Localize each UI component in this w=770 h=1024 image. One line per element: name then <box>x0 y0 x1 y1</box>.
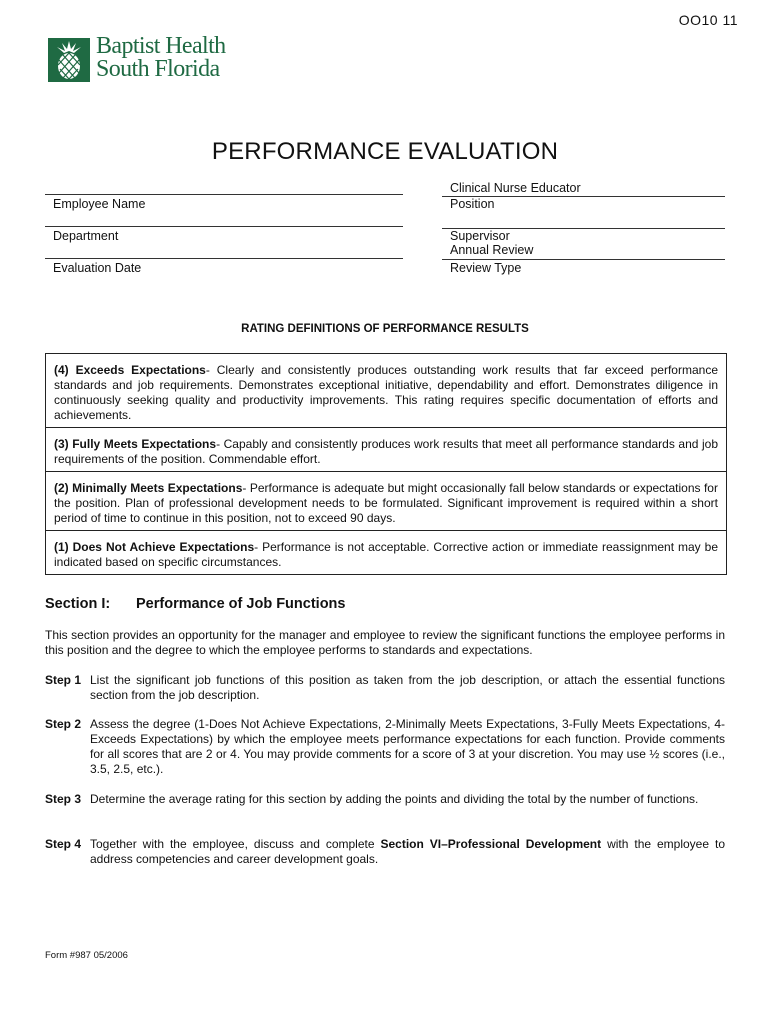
department-label: Department <box>53 229 119 243</box>
step-text-bold: Section VI–Professional Development <box>380 837 602 851</box>
department-line[interactable] <box>45 226 403 227</box>
logo-text <box>96 35 226 81</box>
rating-label-3: (3) Fully Meets Expectations <box>54 437 217 451</box>
rating-text-1: - Performance is not acceptable. Corrective action or immediate reassignment may be indicated based on specific circumstances. <box>54 540 719 569</box>
step-4 <box>45 837 725 867</box>
review-type-line <box>442 259 725 260</box>
rating-label-4: (4) Exceeds Expectations <box>54 363 206 377</box>
section-number: Section I: <box>45 596 111 612</box>
step-label: Step 2 <box>45 717 82 731</box>
review-type-label: Review Type <box>450 261 522 275</box>
step-text <box>90 837 725 867</box>
step-1 <box>45 673 725 703</box>
supervisor-value[interactable]: Supervisor <box>450 229 510 243</box>
step-label: Step 4 <box>45 837 82 851</box>
rating-label-2: (2) Minimally Meets Expectations <box>54 481 243 495</box>
rating-heading: RATING DEFINITIONS OF PERFORMANCE RESULTS <box>241 323 529 335</box>
logo <box>48 33 268 84</box>
step-text: Determine the average rating for this section by adding the points and dividing the total by the number of functions. <box>90 792 699 806</box>
step-label: Step 3 <box>45 792 82 806</box>
page-title: PERFORMANCE EVALUATION <box>211 138 559 165</box>
rating-definition-4 <box>46 354 726 427</box>
section-heading <box>45 596 346 612</box>
logo-line2: South Florida <box>96 56 220 82</box>
evaluation-date-line[interactable] <box>45 258 403 259</box>
rating-label-1: (1) Does Not Achieve Expectations <box>54 540 255 554</box>
step-text-part: Together with the employee, discuss and complete <box>90 837 381 851</box>
rating-text-4: - Clearly and consistently produces outstanding work results that far exceed performance standards and job requirements. Demonstrates exceptional initiative, dependability and effort. Demonstrates diligence in continuously seeking quality and productivity improvements. This rating requires specific documentation of efforts and achievements. <box>54 363 718 422</box>
section-title: Performance of Job Functions <box>136 596 346 612</box>
step-text: List the significant job functions of this position as taken from the job description, or attach the essential functions section from the job description. <box>90 673 725 702</box>
rating-definition-3 <box>46 427 726 471</box>
form-footer: Form #987 05/2006 <box>45 950 128 961</box>
employee-name-label: Employee Name <box>53 197 146 211</box>
rating-text-3: - Capably and consistently produces work results that meet all performance standards and job requirements of the position. Commendable effort. <box>54 437 718 466</box>
step-3 <box>45 792 725 807</box>
logo-line1: Baptist Health <box>96 33 226 59</box>
position-value[interactable]: Clinical Nurse Educator <box>450 181 581 195</box>
form-code: OO10 11 <box>678 12 738 28</box>
pineapple-icon <box>48 38 90 82</box>
employee-name-line[interactable] <box>45 194 403 195</box>
rating-definition-1 <box>46 530 726 574</box>
rating-definitions-box <box>45 353 727 575</box>
step-text: Assess the degree (1-Does Not Achieve Expectations, 2-Minimally Meets Expectations, 3-Fully Meets Expectations, 4-Exceeds Expectations) by which the employee meets performance expectations for each function. Provide comments for all scores that are 2 or 4. You may provide comments for a score of 3 at your discretion. You may use ½ scores (i.e., 3.5, 2.5, etc.). <box>90 717 725 776</box>
position-label: Position <box>450 197 495 211</box>
step-label: Step 1 <box>45 673 82 687</box>
review-type-value[interactable]: Annual Review <box>450 243 534 257</box>
rating-definition-2 <box>46 471 726 530</box>
rating-text-2: - Performance is adequate but might occasionally fall below standards or expectations for the position. Plan of professional development needs to be formulated. Significant improvement is required within a short period of time to continue in this position, not to exceed 90 days. <box>54 481 718 525</box>
section-intro: This section provides an opportunity for the manager and employee to review the significant functions the employee performs in this position and the degree to which the employee performs to standards and expectations. <box>45 628 725 657</box>
step-text-part: with the employee to address competencies and career development goals. <box>90 837 725 866</box>
step-2 <box>45 717 725 777</box>
evaluation-date-label: Evaluation Date <box>53 261 142 275</box>
